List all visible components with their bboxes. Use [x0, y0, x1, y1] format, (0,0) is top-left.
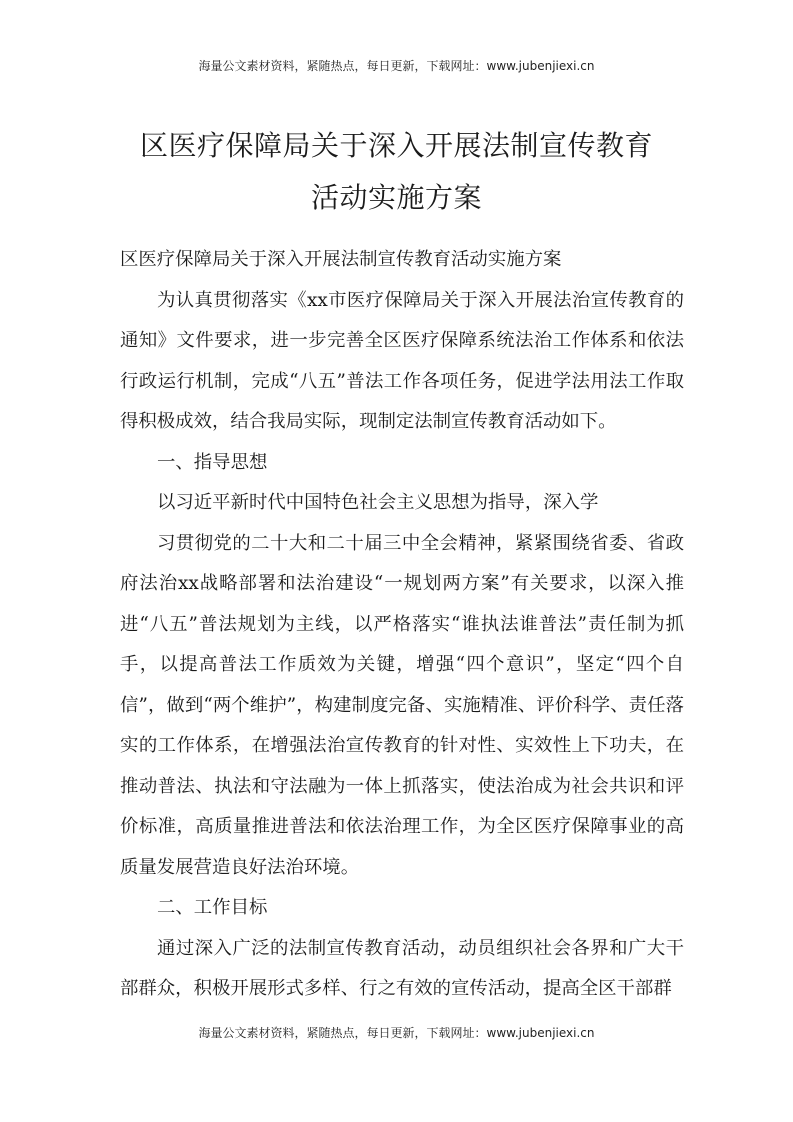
- body-paragraph: 以习近平新时代中国特色社会主义思想为指导，深入学: [157, 492, 599, 513]
- section-heading-work-goals: 二、工作目标: [157, 897, 268, 918]
- intro-paragraph: 为认真贯彻落实《xx市医疗保障局关于深入开展法治宣传教育的通知》文件要求，进一步完善全区医疗保障系统法治工作体系和依法行政运行机制，完成“八五”普法工作各项任务，促进学法用法工作取得积极成效，结合我局实际，现制定法制宣传教育活动如下。: [120, 289, 684, 432]
- body-paragraph: 通过深入广泛的法制宣传教育活动，动员组织社会各界和广大干部群众，积极开展形式多样、行之有效的宣传活动，提高全区干部群: [120, 937, 684, 999]
- title-line-2: 活动实施方案: [310, 181, 482, 214]
- subtitle-paragraph: 区医疗保障局关于深入开展法制宣传教育活动实施方案: [120, 249, 562, 270]
- document-body: [120, 240, 684, 1010]
- document-title: [100, 120, 693, 224]
- section-heading-guiding-thought: 一、指导思想: [157, 451, 268, 473]
- header-note: 海量公文素材资料，紧随热点，每日更新，下载网址：www.jubenjiexi.cn: [198, 59, 595, 73]
- footer-note: 海量公文素材资料，紧随热点，每日更新，下载网址：www.jubenjiexi.cn: [198, 1026, 595, 1040]
- body-paragraph: 习贯彻党的二十大和二十届三中全会精神，紧紧围绕省委、省政府法治xx战略部署和法治建设“一规划两方案”有关要求，以深入推进“八五”普法规划为主线，以严格落实“谁执法谁普法”责任制为抓手，以提高普法工作质效为关键，增强“四个意识”，坚定“四个自信”，做到“两个维护”，构建制度完备、实施精准、评价科学、责任落实的工作体系，在增强法治宣传教育的针对性、实效性上下功夫，在推动普法、执法和守法融为一体上抓落实，使法治成为社会共识和评价标准，高质量推进普法和依法治理工作，为全区医疗保障事业的高质量发展营造良好法治环境。: [120, 532, 684, 878]
- title-line-1: 区医疗保障局关于深入开展法制宣传教育: [139, 129, 653, 162]
